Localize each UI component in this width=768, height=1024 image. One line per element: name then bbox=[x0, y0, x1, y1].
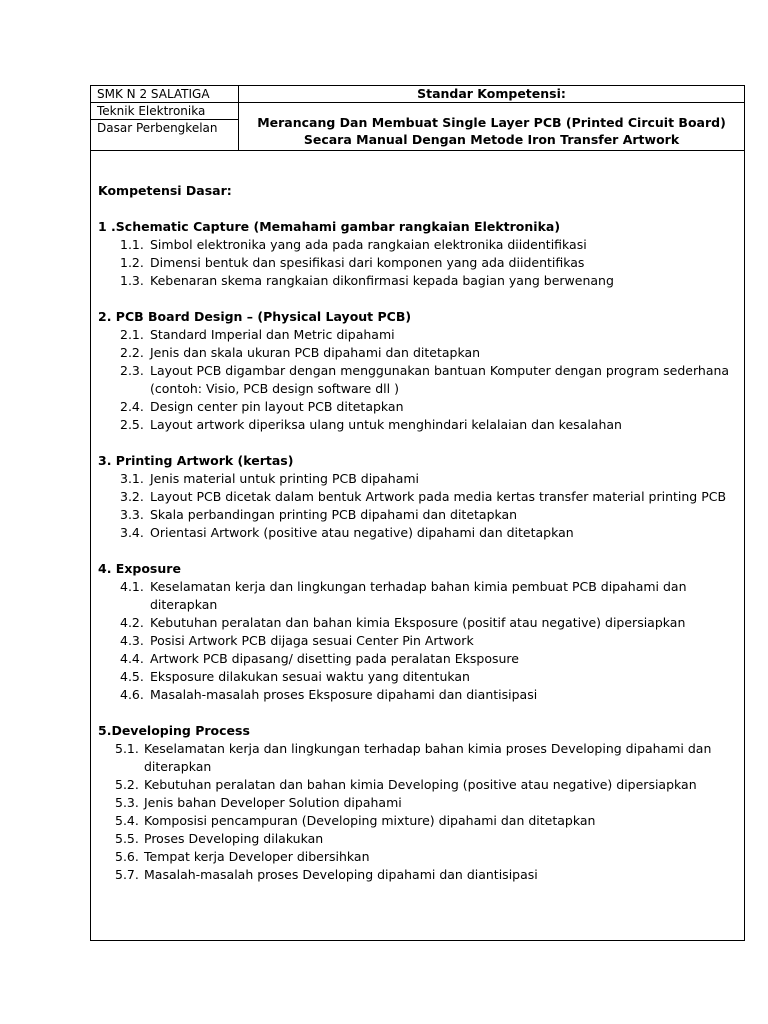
list-item bbox=[98, 668, 740, 686]
item-number: 2.4. bbox=[120, 399, 144, 414]
list-item bbox=[98, 398, 740, 416]
list-item bbox=[98, 488, 740, 506]
item-text: Keselamatan kerja dan lingkungan terhadap bahan kimia proses Developing dipahami dan diterapkan bbox=[144, 741, 712, 774]
section-title: 2. PCB Board Design – (Physical Layout PCB) bbox=[98, 309, 412, 324]
item-text: Posisi Artwork PCB dijaga sesuai Center Pin Artwork bbox=[150, 633, 474, 648]
item-text: Tempat kerja Developer dibersihkan bbox=[144, 849, 370, 864]
list-item bbox=[98, 272, 740, 290]
competency-content bbox=[98, 182, 740, 902]
item-number: 3.3. bbox=[120, 507, 144, 522]
list-item bbox=[98, 524, 740, 542]
list-item bbox=[98, 254, 740, 272]
list-item bbox=[98, 578, 740, 614]
section-developing-process bbox=[98, 722, 740, 884]
item-number: 5.1. bbox=[115, 741, 139, 756]
item-number: 4.4. bbox=[120, 651, 144, 666]
item-number: 5.7. bbox=[115, 867, 139, 882]
item-number: 1.2. bbox=[120, 255, 144, 270]
section-title: 5.Developing Process bbox=[98, 723, 250, 738]
item-number: 2.3. bbox=[120, 363, 144, 378]
section-title: 1 .Schematic Capture (Memahami gambar rangkaian Elektronika) bbox=[98, 219, 561, 234]
section-title: 3. Printing Artwork (kertas) bbox=[98, 453, 294, 468]
standard-line-2: Secara Manual Dengan Metode Iron Transfer Artwork bbox=[303, 132, 680, 147]
item-number: 2.2. bbox=[120, 345, 144, 360]
item-text: Layout PCB digambar dengan menggunakan bantuan Komputer dengan program sederhana (contoh: Visio, PCB design software dll ) bbox=[150, 363, 730, 396]
item-text: Skala perbandingan printing PCB dipahami dan ditetapkan bbox=[150, 507, 518, 522]
kompetensi-dasar-title: Kompetensi Dasar: bbox=[98, 183, 232, 198]
section-exposure bbox=[98, 560, 740, 704]
item-text: Dimensi bentuk dan spesifikasi dari komponen yang ada diidentifikas bbox=[150, 255, 585, 270]
list-item bbox=[98, 866, 740, 884]
item-text: Masalah-masalah proses Developing dipahami dan diantisipasi bbox=[144, 867, 538, 882]
list-item bbox=[98, 794, 740, 812]
section-schematic-capture bbox=[98, 218, 740, 290]
item-text: Masalah-masalah proses Eksposure dipahami dan diantisipasi bbox=[150, 687, 538, 702]
list-item bbox=[98, 650, 740, 668]
item-number: 5.3. bbox=[115, 795, 139, 810]
item-number: 3.1. bbox=[120, 471, 144, 486]
standard-label: Standar Kompetensi: bbox=[239, 86, 744, 103]
list-item bbox=[98, 848, 740, 866]
item-text: Jenis material untuk printing PCB dipahami bbox=[150, 471, 420, 486]
item-number: 5.2. bbox=[115, 777, 139, 792]
list-item bbox=[98, 686, 740, 704]
header-info-column bbox=[91, 86, 239, 150]
item-number: 5.5. bbox=[115, 831, 139, 846]
item-text: Layout artwork diperiksa ulang untuk menghindari kelalaian dan kesalahan bbox=[150, 417, 622, 432]
item-number: 2.1. bbox=[120, 327, 144, 342]
standard-description bbox=[239, 103, 744, 148]
list-item bbox=[98, 344, 740, 362]
item-text: Kebenaran skema rangkaian dikonfirmasi kepada bagian yang berwenang bbox=[150, 273, 614, 288]
item-number: 1.3. bbox=[120, 273, 144, 288]
item-text: Komposisi pencampuran (Developing mixture) dipahami dan ditetapkan bbox=[144, 813, 596, 828]
item-number: 4.3. bbox=[120, 633, 144, 648]
header-table bbox=[91, 86, 744, 151]
list-item bbox=[98, 614, 740, 632]
item-text: Kebutuhan peralatan dan bahan kimia Eksposure (positif atau negative) dipersiapkan bbox=[150, 615, 686, 630]
item-text: Proses Developing dilakukan bbox=[144, 831, 324, 846]
section-pcb-board-design bbox=[98, 308, 740, 434]
item-number: 3.4. bbox=[120, 525, 144, 540]
item-number: 4.1. bbox=[120, 579, 144, 594]
item-number: 5.6. bbox=[115, 849, 139, 864]
item-text: Design center pin layout PCB ditetapkan bbox=[150, 399, 404, 414]
item-number: 1.1. bbox=[120, 237, 144, 252]
item-number: 4.2. bbox=[120, 615, 144, 630]
item-text: Artwork PCB dipasang/ disetting pada peralatan Eksposure bbox=[150, 651, 519, 666]
list-item bbox=[98, 326, 740, 344]
item-number: 5.4. bbox=[115, 813, 139, 828]
item-number: 4.6. bbox=[120, 687, 144, 702]
school-name: SMK N 2 SALATIGA bbox=[91, 86, 238, 103]
item-text: Kebutuhan peralatan dan bahan kimia Developing (positive atau negative) dipersiapkan bbox=[144, 777, 697, 792]
item-text: Eksposure dilakukan sesuai waktu yang ditentukan bbox=[150, 669, 470, 684]
list-item bbox=[98, 236, 740, 254]
item-text: Layout PCB dicetak dalam bentuk Artwork pada media kertas transfer material printing PCB bbox=[150, 489, 727, 504]
item-text: Orientasi Artwork (positive atau negative) dipahami dan ditetapkan bbox=[150, 525, 574, 540]
item-text: Keselamatan kerja dan lingkungan terhadap bahan kimia pembuat PCB dipahami dan diterapkan bbox=[150, 579, 687, 612]
department-name: Teknik Elektronika bbox=[91, 103, 238, 120]
item-text: Jenis bahan Developer Solution dipahami bbox=[144, 795, 402, 810]
item-text: Simbol elektronika yang ada pada rangkaian elektronika diidentifikasi bbox=[150, 237, 587, 252]
item-number: 2.5. bbox=[120, 417, 144, 432]
list-item bbox=[98, 632, 740, 650]
list-item bbox=[98, 776, 740, 794]
standard-line-1: Merancang Dan Membuat Single Layer PCB (Printed Circuit Board) bbox=[257, 115, 726, 130]
list-item bbox=[98, 416, 740, 434]
item-number: 4.5. bbox=[120, 669, 144, 684]
list-item bbox=[98, 740, 740, 776]
list-item bbox=[98, 812, 740, 830]
section-title: 4. Exposure bbox=[98, 561, 181, 576]
item-text: Standard Imperial dan Metric dipahami bbox=[150, 327, 395, 342]
item-number: 3.2. bbox=[120, 489, 144, 504]
subject-name: Dasar Perbengkelan bbox=[97, 121, 218, 135]
document-frame bbox=[90, 85, 745, 941]
list-item bbox=[98, 830, 740, 848]
standard-column bbox=[239, 86, 744, 150]
section-printing-artwork bbox=[98, 452, 740, 542]
item-text: Jenis dan skala ukuran PCB dipahami dan ditetapkan bbox=[150, 345, 481, 360]
list-item bbox=[98, 506, 740, 524]
list-item bbox=[98, 362, 740, 398]
list-item bbox=[98, 470, 740, 488]
